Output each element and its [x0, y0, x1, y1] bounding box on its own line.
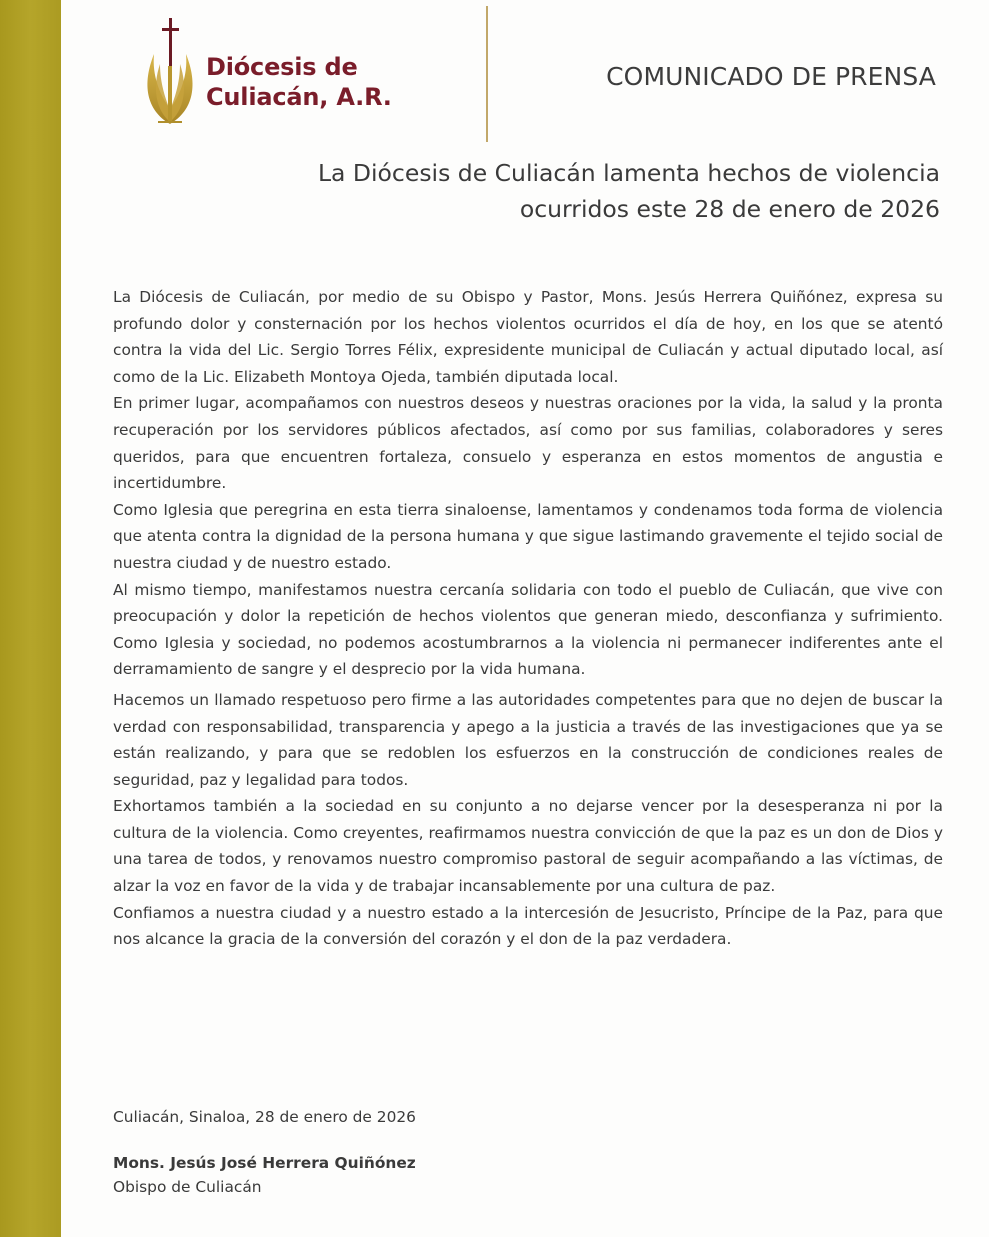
signer-name: Mons. Jesús José Herrera Quiñónez [113, 1154, 416, 1172]
paragraph-3: Como Iglesia que peregrina en esta tierra sinaloense, lamentamos y condenamos toda forma de violencia que atenta contra la dignidad de la persona humana y que sigue lastimando gravemente el tejido social de nuestra ciudad y de nuestro estado. [113, 500, 943, 572]
paragraph-1: La Diócesis de Culiacán, por medio de su Obispo y Pastor, Mons. Jesús Herrera Quiñónez, expresa su profundo dolor y consternación por los hechos violentos ocurridos el día de hoy, en los que se atentó contra la vida del Lic. Sergio Torres Félix, expresidente municipal de Culiacán y actual diputado local, así como de la Lic. Elizabeth Montoya Ojeda, también diputada local. [113, 288, 943, 386]
header-divider [486, 6, 488, 142]
body-text [113, 284, 943, 953]
diocese-logo [138, 14, 413, 134]
headline [140, 155, 940, 227]
signer-role: Obispo de Culiacán [113, 1178, 262, 1196]
headline-line-1: La Diócesis de Culiacán lamenta hechos de violencia [317, 159, 940, 187]
side-color-bar [0, 0, 61, 1237]
logo-line-2: Culiacán, A.R. [206, 83, 392, 111]
cross-flame-logo-icon [138, 14, 202, 132]
headline-line-2: ocurridos este 28 de enero de 2026 [519, 195, 940, 223]
paragraph-4: Al mismo tiempo, manifestamos nuestra cercanía solidaria con todo el pueblo de Culiacán, que vive con preocupación y dolor la repetición de hechos violentos que generan miedo, desconfianza y sufrimiento. Como Iglesia y sociedad, no podemos acostumbrarnos a la violencia ni permanecer indiferentes ante el derramamiento de sangre y el desprecio por la vida humana. [113, 580, 943, 679]
logo-line-1: Diócesis de [206, 53, 358, 81]
paragraph-2: En primer lugar, acompañamos con nuestros deseos y nuestras oraciones por la vida, la salud y la pronta recuperación por los servidores públicos afectados, así como por sus familias, colaboradores y seres queridos, para que encuentren fortaleza, consuelo y esperanza en estos momentos de angustia e incertidumbre. [113, 394, 943, 493]
paragraph-5: Hacemos un llamado respetuoso pero firme a las autoridades competentes para que no dejen de buscar la verdad con responsabilidad, transparencia y apego a la justicia a través de las investigaciones que ya se están realizando, y para que se redoblen los esfuerzos en la construcción de condiciones reales de seguridad, paz y legalidad para todos. [113, 690, 943, 789]
place-date: Culiacán, Sinaloa, 28 de enero de 2026 [113, 1108, 416, 1126]
paragraph-6: Exhortamos también a la sociedad en su conjunto a no dejarse vencer por la desesperanza ni por la cultura de la violencia. Como creyentes, reafirmamos nuestra convicción de que la paz es un don de Dios y una tarea de todos, y renovamos nuestro compromiso pastoral de seguir acompañando a las víctimas, de alzar la voz en favor de la vida y de trabajar incansablemente por una cultura de paz. [113, 797, 943, 896]
paragraph-7: Confiamos a nuestra ciudad y a nuestro estado a la intercesión de Jesucristo, Príncipe de la Paz, para que nos alcance la gracia de la conversión del corazón y el don de la paz verdadera. [113, 903, 943, 949]
press-release-title: COMUNICADO DE PRENSA [606, 62, 936, 91]
